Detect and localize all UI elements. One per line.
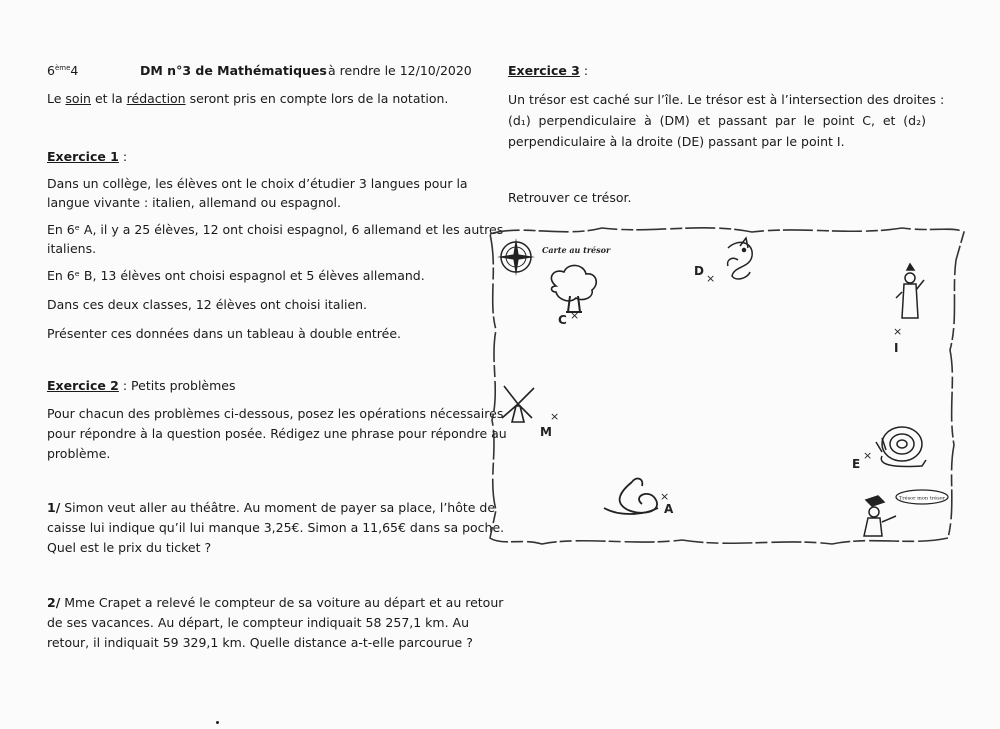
point-cross-d: × xyxy=(706,272,716,285)
problem-2-line: 2/ Mme Crapet a relevé le compteur de sa voiture au départ et au retour xyxy=(47,595,504,610)
point-label-d: D xyxy=(694,264,704,278)
exercise-2-heading: Exercice 2 : Petits problèmes xyxy=(47,378,236,393)
exercise-1-line: En 6ᵉ A, il y a 25 élèves, 12 ont choisi espagnol, 6 allemand et les autres xyxy=(47,222,504,237)
point-label-c: C xyxy=(558,313,567,327)
dragon-icon xyxy=(728,238,753,279)
problem-2-line: retour, il indiquait 59 329,1 km. Quelle distance a-t-elle parcourue ? xyxy=(47,635,473,650)
tree-icon xyxy=(551,265,596,312)
serpent-icon xyxy=(604,479,658,514)
map-title: Carte au trésor xyxy=(542,245,611,255)
exercise-3-line: (d₁) perpendiculaire à (DM) et passant par le point C, et (d₂) xyxy=(508,113,926,128)
problem-1-line: Quel est le prix du ticket ? xyxy=(47,540,212,555)
document-title: DM n°3 de Mathématiques xyxy=(140,63,327,78)
exercise-1-line: Présenter ces données dans un tableau à double entrée. xyxy=(47,326,402,341)
exercise-2-line: problème. xyxy=(47,446,111,461)
point-label-i: I xyxy=(894,341,899,355)
exercise-2-line: pour répondre à la question posée. Rédigez une phrase pour répondre au xyxy=(47,426,507,441)
exercise-3-line: Un trésor est caché sur l’île. Le trésor est à l’intersection des droites : xyxy=(508,92,945,107)
pirate-speaker-icon xyxy=(864,496,896,536)
point-cross-i: × xyxy=(893,325,903,338)
exercise-1-line: italiens. xyxy=(47,241,97,256)
stray-dot xyxy=(216,721,219,724)
exercise-3-instruction: Retrouver ce trésor. xyxy=(508,190,632,205)
point-cross-m: × xyxy=(550,410,560,423)
problem-1-line: 1/ Simon veut aller au théâtre. Au moment de payer sa place, l’hôte de xyxy=(47,500,496,515)
point-cross-c: × xyxy=(570,309,580,322)
treasure-map xyxy=(482,220,972,555)
exercise-3-heading: Exercice 3 : xyxy=(508,63,589,78)
exercise-1-heading: Exercice 1 : xyxy=(47,149,128,164)
intro-text: Le soin et la rédaction seront pris en compte lors de la notation. xyxy=(47,91,449,106)
exercise-1-line: En 6ᵉ B, 13 élèves ont choisi espagnol et 5 élèves allemand. xyxy=(47,268,425,283)
exercise-1-line: langue vivante : italien, allemand ou espagnol. xyxy=(47,195,341,210)
compass-rose-icon xyxy=(497,238,535,276)
point-label-e: E xyxy=(852,457,861,471)
map-border xyxy=(490,228,964,544)
pirate-icon xyxy=(896,264,924,318)
exercise-2-line: Pour chacun des problèmes ci-dessous, posez les opérations nécessaires xyxy=(47,406,504,421)
point-label-m: M xyxy=(540,425,552,439)
snail-icon xyxy=(876,427,926,467)
due-date: à rendre le 12/10/2020 xyxy=(328,63,472,78)
exercise-3-line: perpendiculaire à la droite (DE) passant par le point I. xyxy=(508,134,845,149)
windmill-icon xyxy=(502,386,534,422)
point-cross-a: × xyxy=(660,490,670,503)
speech-bubble-text: Trésor mon trésor xyxy=(898,495,946,502)
point-cross-e: × xyxy=(863,449,873,462)
class-label: 6ème4 xyxy=(47,63,79,78)
problem-1-line: caisse lui indique qu’il lui manque 3,25€. Simon a 11,65€ dans sa poche. xyxy=(47,520,505,535)
point-label-a: A xyxy=(664,502,674,516)
exercise-1-line: Dans ces deux classes, 12 élèves ont choisi italien. xyxy=(47,297,368,312)
exercise-1-line: Dans un collège, les élèves ont le choix d’étudier 3 langues pour la xyxy=(47,176,468,191)
problem-2-line: de ses vacances. Au départ, le compteur indiquait 58 257,1 km. Au xyxy=(47,615,470,630)
